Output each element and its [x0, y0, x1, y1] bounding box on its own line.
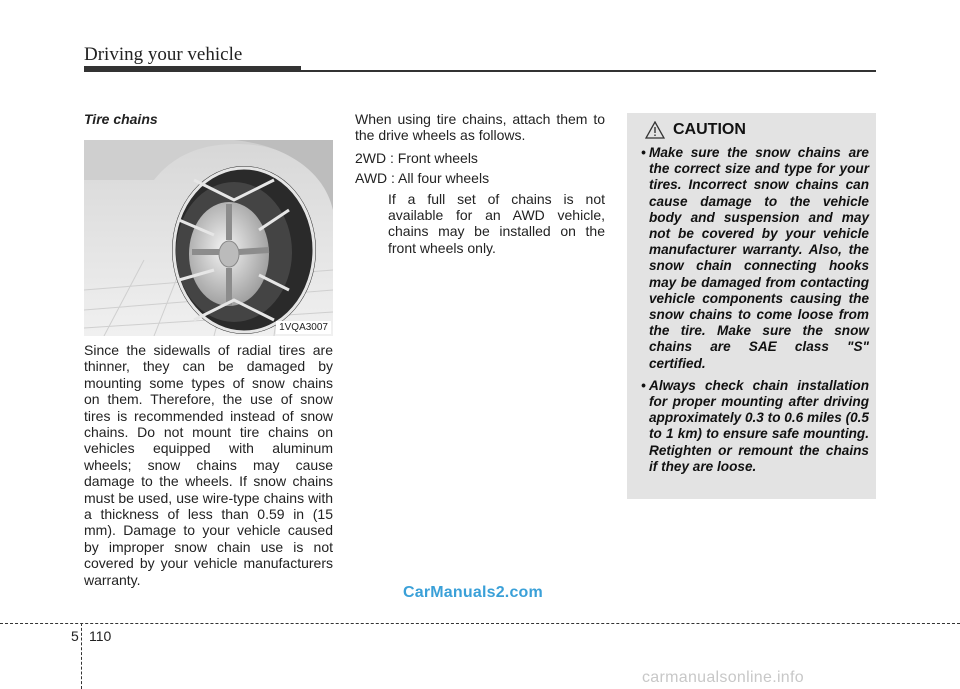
section-title: Tire chains	[84, 111, 158, 127]
caution-header	[645, 121, 746, 139]
caution-item	[635, 378, 869, 475]
header-rule-thin	[301, 70, 876, 72]
page-number: 110	[89, 628, 112, 644]
footer-divider	[81, 623, 82, 689]
caution-box	[627, 113, 876, 499]
caution-title: CAUTION	[673, 121, 746, 138]
2wd-line: 2WD : Front wheels	[355, 149, 478, 166]
header-rule-thick	[84, 66, 301, 72]
caution-item	[635, 145, 869, 372]
chapter-number: 5	[71, 628, 79, 644]
site-watermark: carmanualsonline.info	[642, 669, 804, 686]
tire-chain-illustration	[84, 140, 333, 336]
caution-item-text: Always check chain installation for proper mounting after driving approximately 0.3 to 0.6 miles (0.5 to 1 km) to ensure safe mounting. Retighten or remount the chains if they are loose.	[649, 377, 869, 474]
bullet-icon: •	[641, 145, 646, 160]
bullet-icon: •	[641, 377, 646, 393]
page-header-title: Driving your vehicle	[84, 44, 243, 65]
awd-line: AWD : All four wheels	[355, 170, 490, 187]
warning-triangle-icon	[645, 121, 665, 139]
section-body-text: Since the sidewalls of radial tires are thinner, they can be damaged by mounting some types of snow chains on them. Therefore, the use of snow tires is recommended instead of snow chains. Do not mount tire chains on vehicles equipped with aluminum wheels; snow chains may cause damage to the wheels. If snow chains must be used, use wire-type chains with a thickness of less than 0.59 in (15 mm). Damage to your vehicle caused by improper snow chain use is not covered by your vehicle manufacturers warranty.	[84, 342, 333, 588]
chain-intro-text: When using tire chains, attach them to the drive wheels as follows.	[355, 111, 605, 144]
caution-item-text: Make sure the snow chains are the correct size and type for your tires. Incorrect snow chains can cause damage to the vehicle body and suspension and may not be covered by your vehicle manufacturer warranty. Also, the snow chain connecting hooks may be damaged from contacting vehicle components causing the snow chains to come loose from the tire. Make sure the snow chains are SAE class "S" certified.	[649, 145, 869, 371]
caution-list	[635, 145, 869, 481]
watermark-link[interactable]: CarManuals2.com	[403, 584, 543, 601]
footer-rule	[0, 623, 960, 624]
awd-note: If a full set of chains is not available for an AWD vehicle, chains may be installed on the front wheels only.	[388, 190, 605, 256]
figure-code: 1VQA3007	[276, 321, 331, 334]
column-2	[355, 111, 605, 256]
tire-chain-figure	[84, 140, 333, 336]
